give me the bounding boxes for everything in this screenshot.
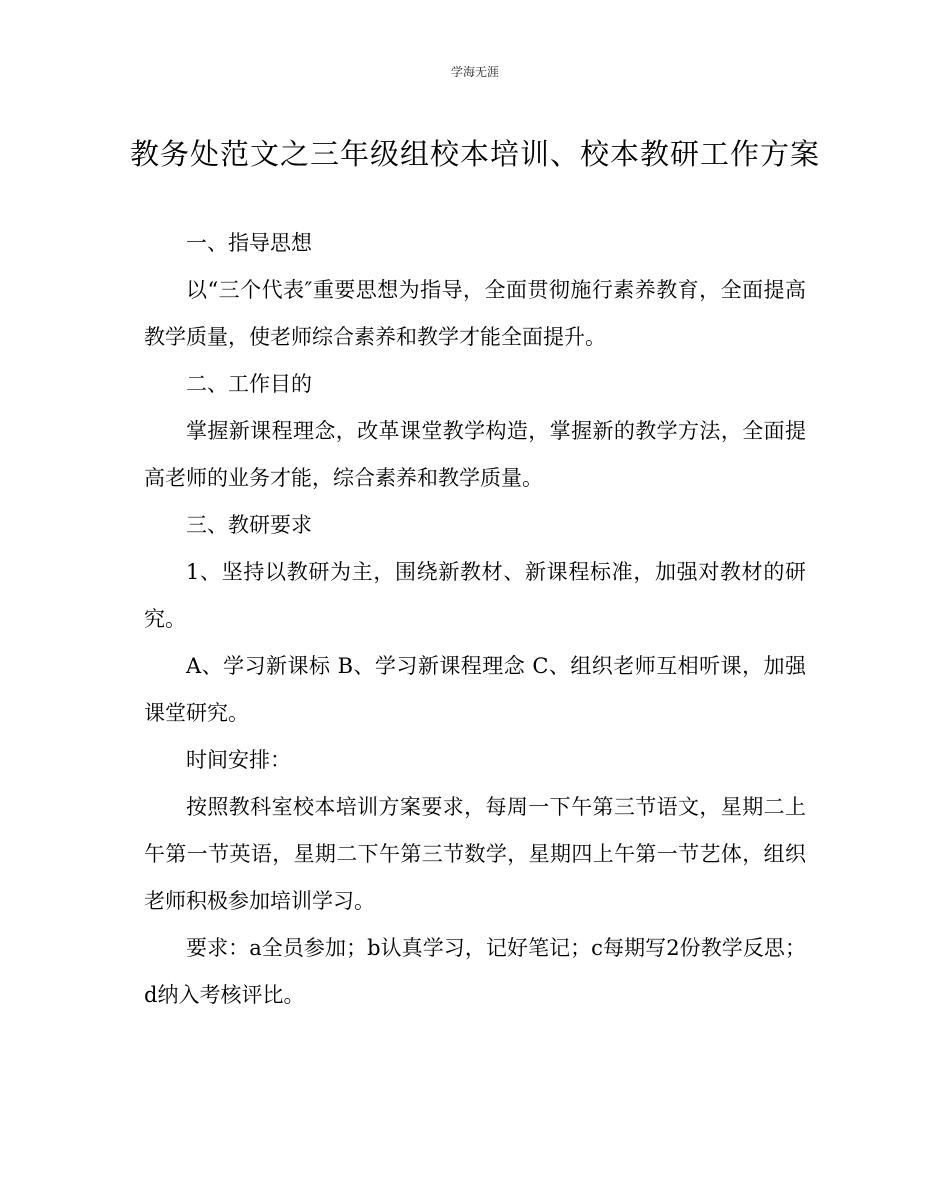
paragraph-guiding-ideology: 以“三个代表″重要思想为指导，全面贯彻施行素养教育，全面提高教学质量，使老师综合素养和教学才能全面提升。 bbox=[144, 278, 806, 349]
section-heading-work-objective: 二、工作目的 bbox=[186, 372, 312, 396]
paragraph-schedule: 按照教科室校本培训方案要求，每周一下午第三节语文，星期二上午第一节英语，星期二下午第三节数学，星期四上午第一节艺体，组织老师积极参加培训学习。 bbox=[144, 795, 806, 913]
paragraph-requirement-items: A、学习新课标 B、学习新课程理念 C、组织老师互相听课，加强课堂研究。 bbox=[144, 654, 806, 725]
page-header: 学海无涯 bbox=[450, 65, 499, 79]
section-heading-guiding-ideology: 一、指导思想 bbox=[186, 231, 312, 255]
paragraph-schedule-label: 时间安排： bbox=[186, 748, 291, 772]
paragraph-requirement-1: 1、坚持以教研为主，围绕新教材、新课程标准，加强对教材的研究。 bbox=[144, 560, 806, 631]
paragraph-work-objective: 掌握新课程理念，改革课堂教学构造，掌握新的教学方法，全面提高老师的业务才能，综合素养和教学质量。 bbox=[144, 419, 806, 490]
paragraph-requirements-list: 要求：a全员参加；b认真学习，记好笔记；c每期写2份教学反思；d纳入考核评比。 bbox=[144, 936, 806, 1007]
document-title: 教务处范文之三年级组校本培训、校本教研工作方案 bbox=[129, 137, 820, 171]
document-body bbox=[144, 220, 806, 1019]
section-heading-research-requirements: 三、教研要求 bbox=[186, 513, 312, 537]
